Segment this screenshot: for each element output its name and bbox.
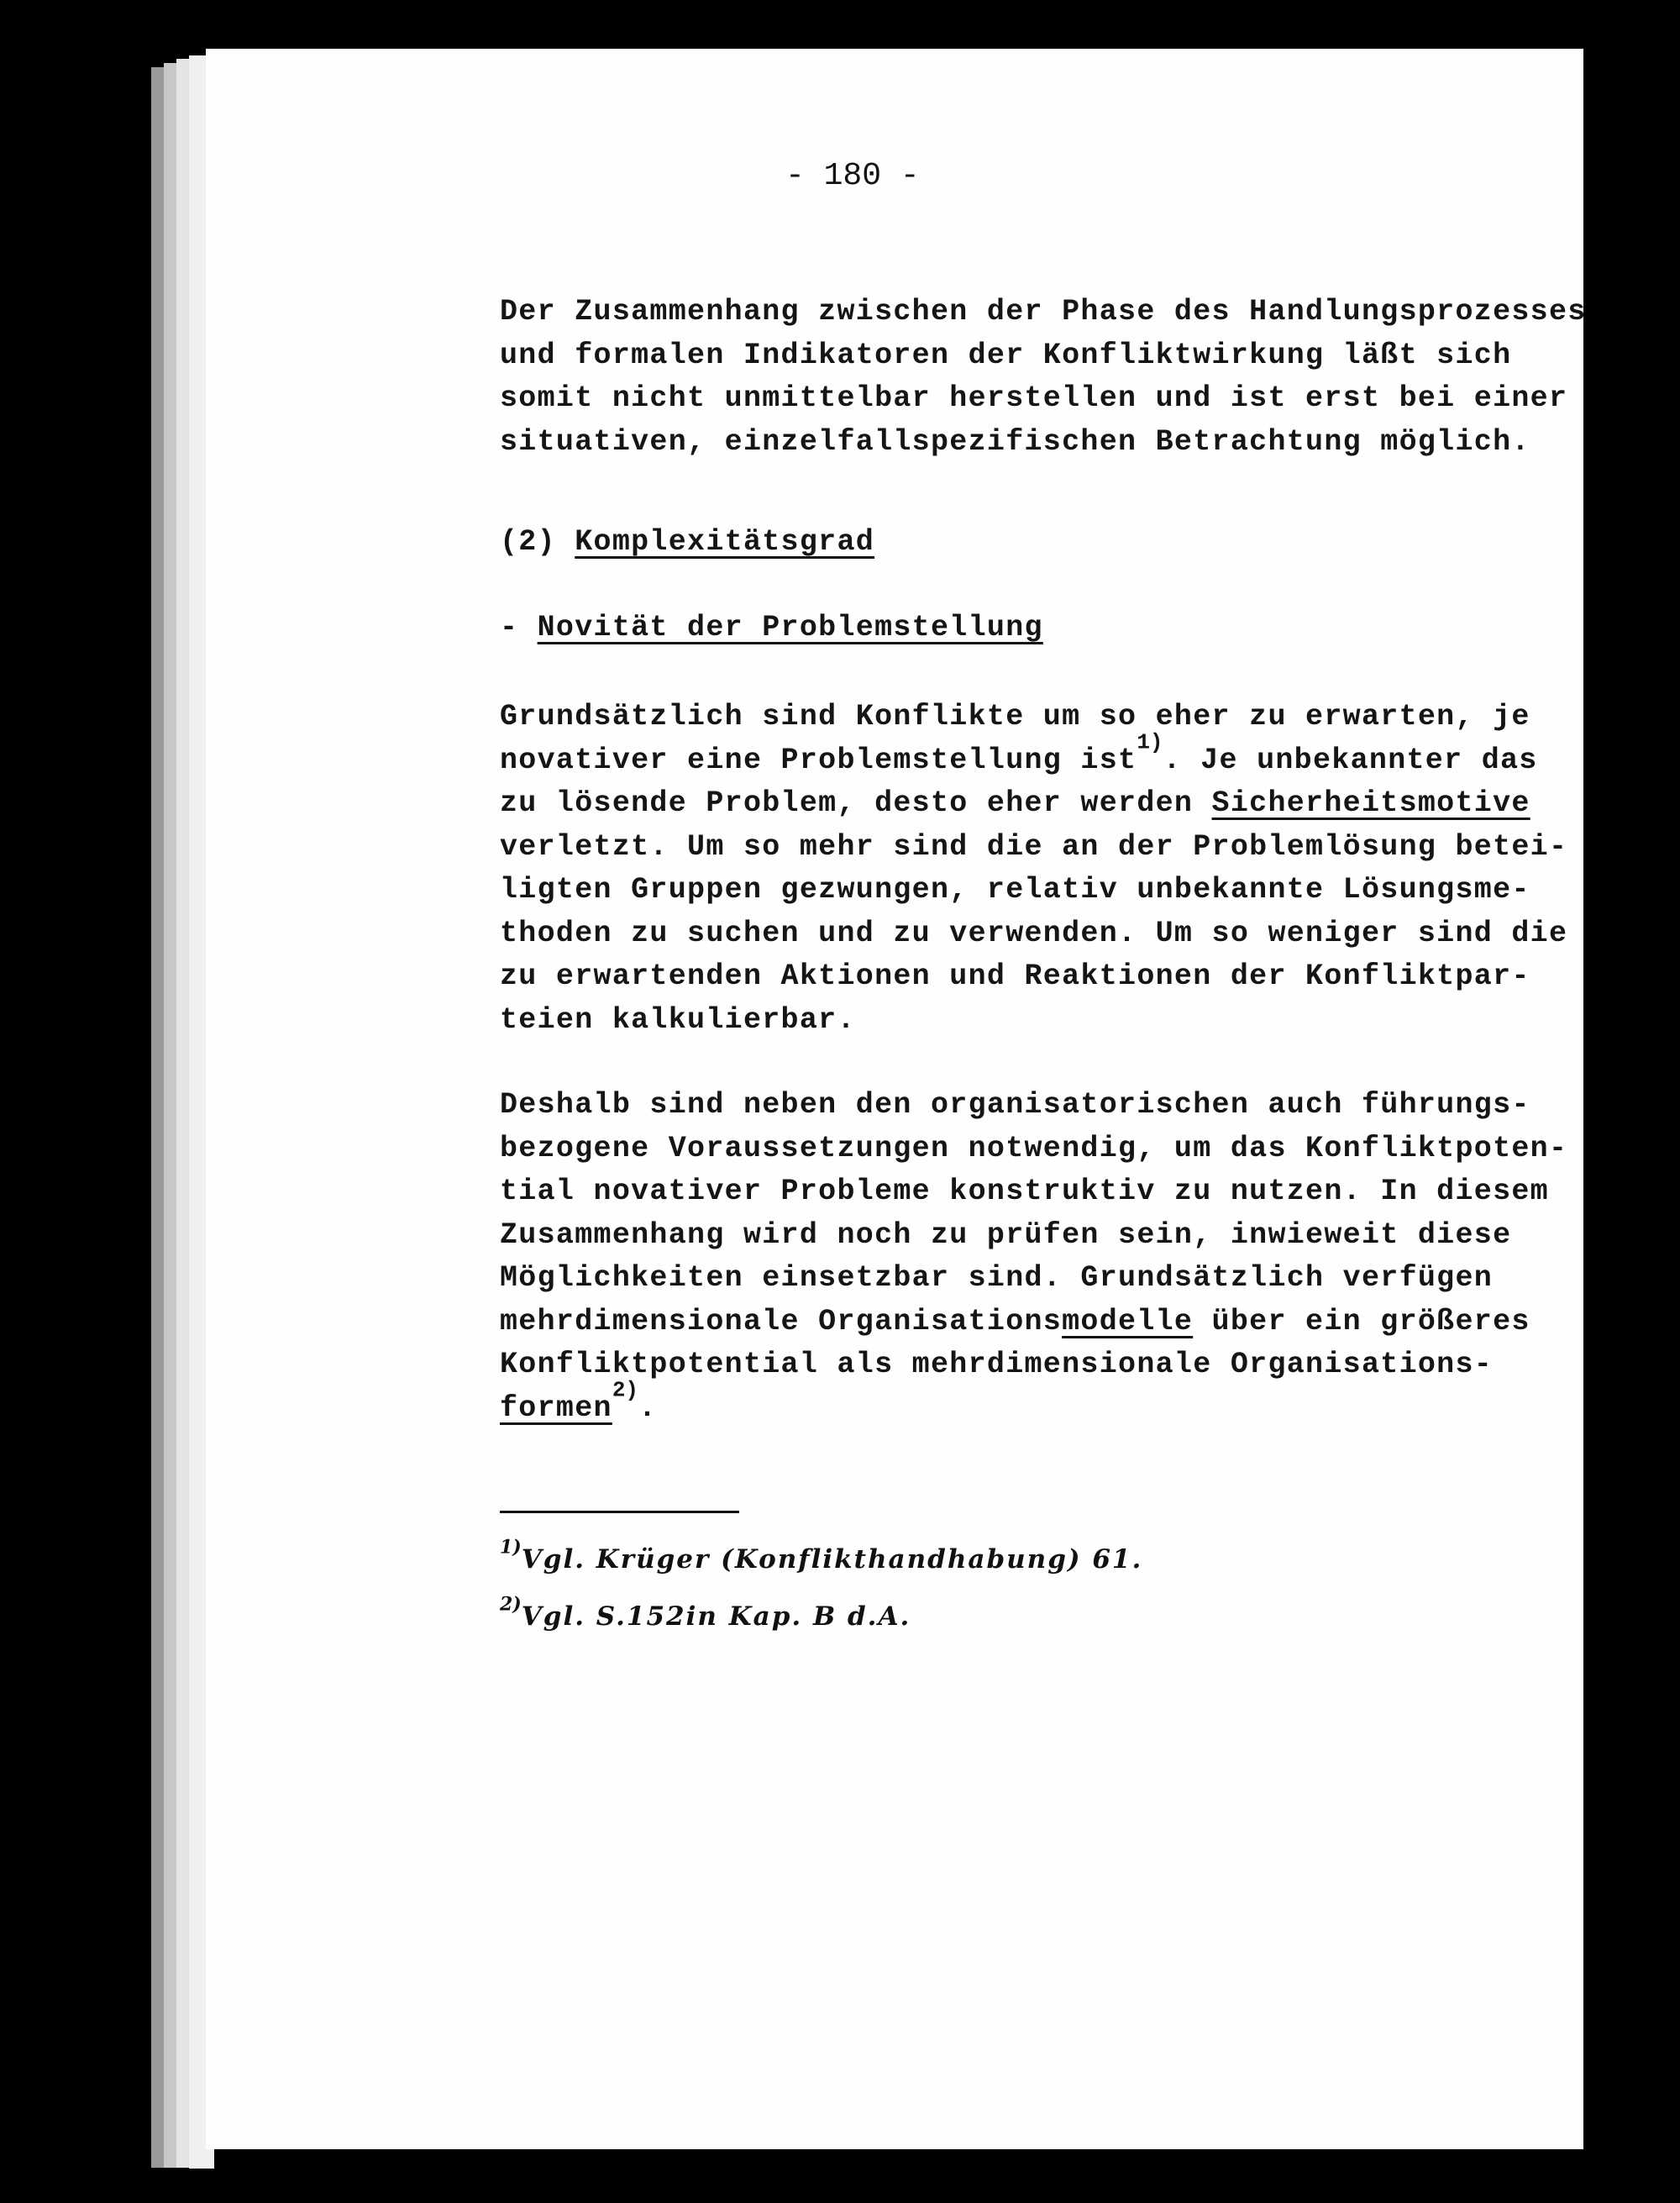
text-line [500, 729, 1592, 783]
text-line [500, 782, 1592, 826]
text-line: somit nicht unmittelbar herstellen und ist erst bei einer [500, 381, 1568, 415]
text-line: bezogene Voraussetzungen notwendig, um das Konfliktpoten- [500, 1131, 1568, 1165]
text-line: verletzt. Um so mehr sind die an der Problemlösung betei- [500, 829, 1568, 864]
footnote-2 [500, 1593, 911, 1632]
text-segment: über ein größeres [1193, 1304, 1530, 1338]
text-line: ligten Gruppen gezwungen, relativ unbekannte Lösungsme- [500, 873, 1530, 907]
paragraph-3 [500, 1084, 1592, 1430]
footnote-text: Vgl. S.152in Kap. B d.A. [521, 1601, 911, 1632]
footnote-separator [500, 1511, 739, 1513]
text-line: Der Zusammenhang zwischen der Phase des Handlungsprozesses [500, 295, 1587, 329]
text-line: Möglichkeiten einsetzbar sind. Grundsätzlich verfügen [500, 1261, 1494, 1295]
text-line: tial novativer Probleme konstruktiv zu nutzen. In diesem [500, 1175, 1549, 1208]
footnote-ref-2: 2) [612, 1377, 639, 1403]
subsection-heading [500, 607, 1592, 650]
heading-title: Komplexitätsgrad [575, 525, 875, 559]
footnote-marker: 2) [500, 1593, 522, 1616]
footnote-1 [500, 1536, 1143, 1575]
footnote-ref-1: 1) [1137, 729, 1163, 755]
footnote-text: Vgl. Krüger (Konflikthandhabung) 61. [521, 1544, 1143, 1575]
text-line: thoden zu suchen und zu verwenden. Um so weniger sind die [500, 916, 1568, 950]
text-segment: . Je unbekannter das [1163, 743, 1538, 777]
text-line: Deshalb sind neben den organisatorischen auch führungs- [500, 1088, 1530, 1122]
heading-prefix: (2) [500, 525, 575, 559]
text-line: teien kalkulierbar. [500, 1002, 856, 1037]
heading-prefix: - [500, 611, 538, 644]
text-segment: mehrdimensionale Organisations [500, 1304, 1063, 1338]
footnote-marker: 1) [500, 1536, 522, 1559]
paragraph-2 [500, 696, 1592, 1042]
page-number: - 180 - [785, 158, 920, 194]
text-line: Konfliktpotential als mehrdimensionale Organisations- [500, 1348, 1494, 1381]
text-line: Grundsätzlich sind Konflikte um so eher zu erwarten, je [500, 700, 1530, 733]
underlined-term: Sicherheitsmotive [1211, 786, 1530, 820]
text-segment: novativer eine Problemstellung ist [500, 743, 1137, 777]
text-line: zu erwartenden Aktionen und Reaktionen der Konfliktpar- [500, 960, 1530, 993]
text-segment: zu lösende Problem, desto eher werden [500, 786, 1212, 820]
text-line [500, 1377, 1592, 1431]
text-line [500, 1301, 1592, 1344]
underlined-term: formen [500, 1391, 612, 1425]
heading-title: Novität der Problemstellung [537, 611, 1043, 644]
text-line: Zusammenhang wird noch zu prüfen sein, inwieweit diese [500, 1217, 1512, 1252]
section-heading-2 [500, 521, 1592, 565]
text-line: und formalen Indikatoren der Konfliktwirkung läßt sich [500, 338, 1512, 372]
text-segment: . [638, 1391, 658, 1425]
text-line: situativen, einzelfallspezifischen Betrachtung möglich. [500, 424, 1530, 459]
paragraph-1 [500, 291, 1592, 464]
document-page [206, 49, 1587, 2149]
underlined-term: modelle [1062, 1304, 1194, 1338]
